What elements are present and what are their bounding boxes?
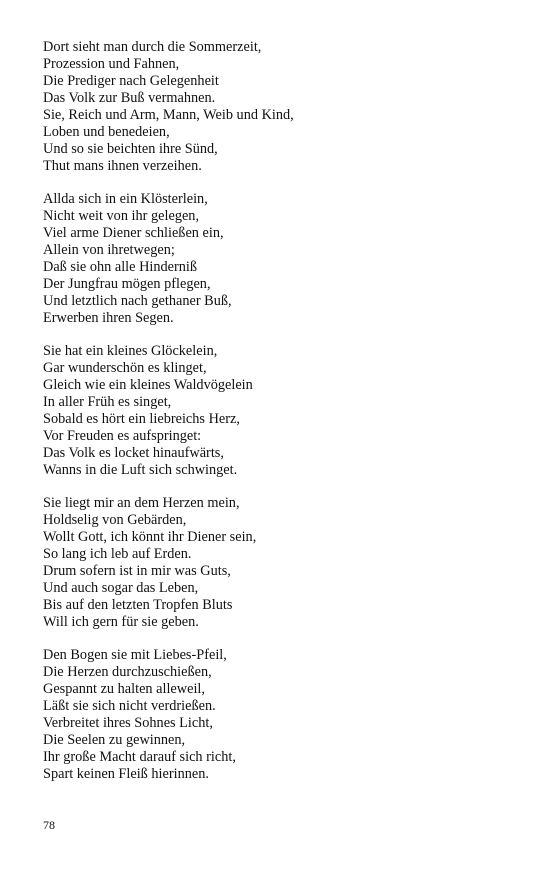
poem-line: So lang ich leb auf Erden. [43, 546, 192, 562]
poem-line: Und letztlich nach gethaner Buß, [43, 293, 232, 309]
poem-line: Will ich gern für sie geben. [43, 614, 199, 630]
poem-line: Viel arme Diener schließen ein, [43, 225, 224, 241]
poem-line: Gleich wie ein kleines Waldvögelein [43, 377, 253, 393]
stanza-3 [43, 343, 523, 479]
poem-line: Sobald es hört ein liebreichs Herz, [43, 411, 240, 427]
poem-line: Daß sie ohn alle Hinderniß [43, 259, 198, 275]
poem-line: Das Volk zur Buß vermahnen. [43, 90, 216, 106]
stanza-2 [43, 191, 523, 327]
poem-line: Dort sieht man durch die Sommerzeit, [43, 39, 262, 55]
stanza-5 [43, 647, 523, 783]
poem-line: Der Jungfrau mögen pflegen, [43, 276, 211, 292]
poem-line: Und so sie beichten ihre Sünd, [43, 141, 218, 157]
poem-line: Spart keinen Fleiß hierinnen. [43, 766, 209, 782]
poem-line: Und auch sogar das Leben, [43, 580, 199, 596]
poem-line: Gespannt zu halten alleweil, [43, 681, 205, 697]
poem-line: Holdselig von Gebärden, [43, 512, 187, 528]
poem-line: Allda sich in ein Klösterlein, [43, 191, 208, 207]
poem-line: Sie, Reich und Arm, Mann, Weib und Kind, [43, 107, 294, 123]
poem-line: Sie liegt mir an dem Herzen mein, [43, 495, 240, 511]
poem-line: Drum sofern ist in mir was Guts, [43, 563, 231, 579]
poem-line: Läßt sie sich nicht verdrießen. [43, 698, 216, 714]
poem-line: Nicht weit von ihr gelegen, [43, 208, 200, 224]
poem-line: Loben und benedeien, [43, 124, 170, 140]
poem-line: Erwerben ihren Segen. [43, 310, 174, 326]
poem-text [43, 39, 523, 799]
page-number: 78 [43, 818, 55, 832]
poem-line: Ihr große Macht darauf sich richt, [43, 749, 236, 765]
poem-line: Gar wunderschön es klinget, [43, 360, 207, 376]
poem-line: Verbreitet ihres Sohnes Licht, [43, 715, 213, 731]
poem-line: Allein von ihretwegen; [43, 242, 175, 258]
poem-line: Wollt Gott, ich könnt ihr Diener sein, [43, 529, 257, 545]
stanza-1 [43, 39, 523, 175]
poem-line: Vor Freuden es aufspringet: [43, 428, 202, 444]
poem-line: Das Volk es locket hinaufwärts, [43, 445, 224, 461]
poem-line: Die Seelen zu gewinnen, [43, 732, 186, 748]
poem-line: Bis auf den letzten Tropfen Bluts [43, 597, 233, 613]
poem-line: Thut mans ihnen verzeihen. [43, 158, 202, 174]
poem-line: Die Herzen durchzuschießen, [43, 664, 212, 680]
stanza-4 [43, 495, 523, 631]
poem-line: Die Prediger nach Gelegenheit [43, 73, 219, 89]
poem-line: Den Bogen sie mit Liebes-Pfeil, [43, 647, 227, 663]
poem-line: Wanns in die Luft sich schwinget. [43, 462, 238, 478]
poem-line: Prozession und Fahnen, [43, 56, 180, 72]
poem-line: Sie hat ein kleines Glöckelein, [43, 343, 218, 359]
poem-line: In aller Früh es singet, [43, 394, 172, 410]
